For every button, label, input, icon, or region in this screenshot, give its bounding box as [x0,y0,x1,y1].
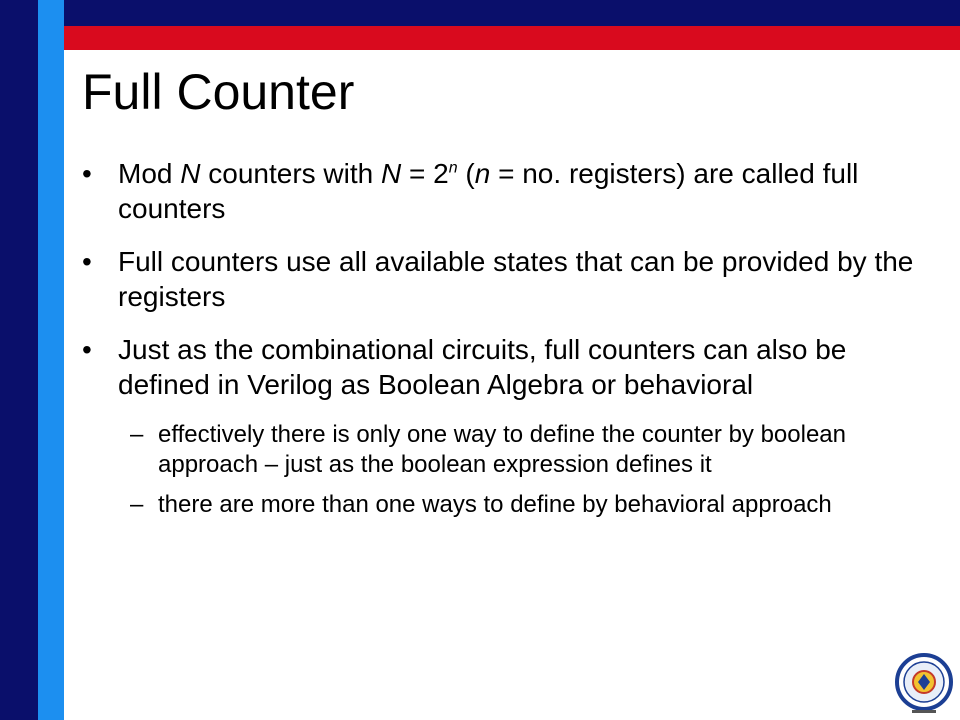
bullet-text: = no. registers) are called full counters [118,158,859,224]
top-navy-band [64,0,960,26]
bullet-text: counters with [200,158,382,189]
bullet-verilog [82,332,942,402]
var-n-small: n [474,158,491,189]
dash-marker: – [130,421,144,448]
exponent-n: n [448,159,458,177]
bullet-marker: • [82,158,92,189]
top-red-band [64,26,960,50]
bullet-text: ( [457,158,475,189]
left-blue-stripe [38,0,64,720]
bullet-marker: • [82,334,92,365]
var-n: N [180,158,201,189]
bullet-marker: • [82,246,92,277]
bullet-mod-n [82,156,942,226]
var-n: N [381,158,402,189]
bullet-text: = 2 [401,158,449,189]
dash-marker: – [130,491,144,518]
sub-bullet-text: effectively there is only one way to define the counter by boolean approach – just as the boolean expression defines it [158,421,846,478]
slide-title: Full Counter [82,64,355,120]
sub-bullet-text: there are more than one ways to define by behavioral approach [158,491,832,518]
university-seal-icon [892,652,956,716]
bullet-text: Mod [118,158,181,189]
left-navy-stripe [0,0,38,720]
bullet-full-counters [82,244,942,314]
bullet-text: Just as the combinational circuits, full counters can also be defined in Verilog as Boolean Algebra or behavioral [118,334,847,400]
sub-bullet-boolean [82,420,942,480]
slide-body [82,156,942,530]
sub-bullet-behavioral [82,490,942,520]
bullet-text: Full counters use all available states that can be provided by the registers [118,246,914,312]
